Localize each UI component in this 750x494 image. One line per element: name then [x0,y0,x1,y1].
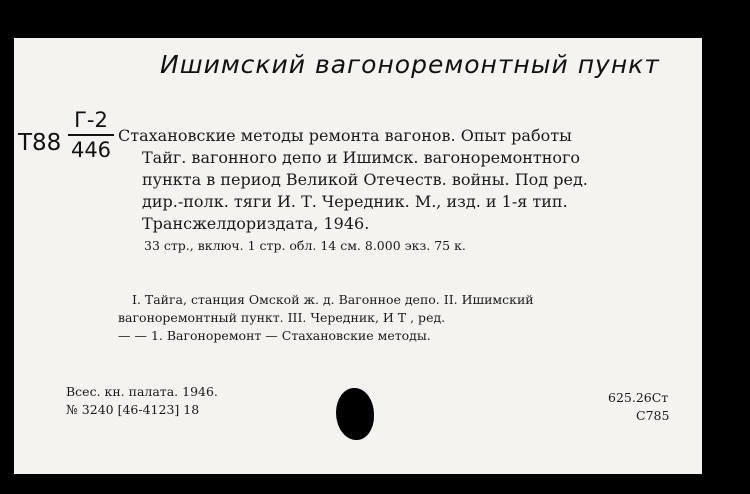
class-code: 625.26Ст [608,390,669,405]
entry-line-3: пункта в период Великой Отечеств. войны. Под ред. [142,170,588,189]
entry-line-2: Тайг. вагонного депо и Ишимск. вагоноремонтного [142,148,581,167]
book-chamber-line-1: Всес. кн. палата. 1946. [66,384,218,399]
entry-line-4: дир.-полк. тяги И. Т. Чередник. М., изд. и 1-я тип. [142,192,568,211]
entry-line-5: Трансжелдориздата, 1946. [142,214,370,233]
entry-line-1: Стахановские методы ремонта вагонов. Опыт работы [118,126,572,145]
ink-blot [336,388,374,440]
tracing-line-1: I. Тайга, станция Омской ж. д. Вагонное депо. II. Ишимский [132,292,534,307]
call-number-fraction [68,108,114,162]
book-chamber-line-2: № 3240 [46-4123] 18 [66,402,200,417]
call-number-prefix: Т88 [18,130,62,156]
tracing-line-3: — — 1. Вагоноремонт — Стахановские методы. [118,328,431,343]
cutter-number: С785 [636,408,670,423]
handwritten-heading: Ишимский вагоноремонтный пункт [160,50,660,79]
call-number-denominator: 446 [70,138,112,162]
fraction-bar [68,134,114,136]
collation: 33 стр., включ. 1 стр. обл. 14 см. 8.000 экз. 75 к. [144,238,466,253]
catalog-card [14,38,702,474]
tracing-line-2: вагоноремонтный пункт. III. Чередник, И Т , ред. [118,310,446,325]
call-number-numerator: Г-2 [74,108,108,132]
